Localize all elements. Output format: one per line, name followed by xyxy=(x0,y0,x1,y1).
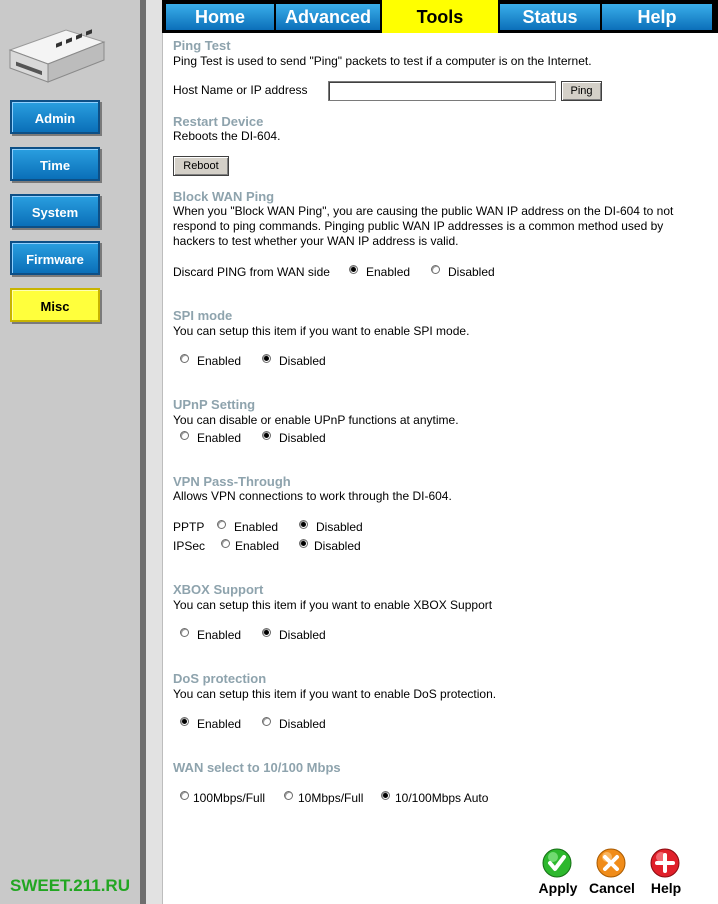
router-device-image xyxy=(6,20,106,90)
sidebar-item-firmware[interactable]: Firmware xyxy=(10,241,100,275)
watermark-text: SWEET.211.RU xyxy=(10,876,130,895)
upnp-enabled-label: Enabled xyxy=(197,431,242,445)
tab-status[interactable]: Status xyxy=(500,4,602,30)
ipsec-enabled-radio[interactable] xyxy=(221,539,230,548)
sidebar-gutter xyxy=(146,0,163,904)
wan-100full-radio[interactable] xyxy=(180,791,189,800)
ipsec-enabled-label: Enabled xyxy=(235,539,280,553)
tab-help[interactable]: Help xyxy=(602,4,714,30)
dos-enabled-label: Enabled xyxy=(197,717,242,731)
apply-label: Apply xyxy=(538,880,578,896)
xbox-enabled-label: Enabled xyxy=(197,628,242,642)
blockwan-label: Discard PING from WAN side xyxy=(173,265,330,279)
restart-description: Reboots the DI-604. xyxy=(173,129,281,143)
sidebar-item-admin[interactable]: Admin xyxy=(10,100,100,134)
pptp-disabled-radio[interactable] xyxy=(299,520,308,529)
pptp-disabled-label: Disabled xyxy=(316,520,363,534)
xbox-description: You can setup this item if you want to enable XBOX Support xyxy=(173,598,493,612)
ping-button[interactable]: Ping xyxy=(561,81,602,101)
apply-check-icon xyxy=(542,848,572,878)
dos-description: You can setup this item if you want to enable DoS protection. xyxy=(173,687,497,701)
pptp-label: PPTP xyxy=(173,520,205,534)
spi-disabled-radio[interactable] xyxy=(262,354,271,363)
tab-advanced[interactable]: Advanced xyxy=(276,4,382,30)
ipsec-label: IPSec xyxy=(173,539,206,553)
host-input[interactable] xyxy=(328,81,556,101)
help-label: Help xyxy=(650,880,682,896)
host-label: Host Name or IP address xyxy=(173,83,308,97)
ping-title: Ping Test xyxy=(173,38,231,53)
upnp-title: UPnP Setting xyxy=(173,397,256,412)
spi-disabled-label: Disabled xyxy=(279,354,326,368)
wan-title: WAN select to 10/100 Mbps xyxy=(173,760,341,775)
xbox-disabled-label: Disabled xyxy=(279,628,326,642)
spi-enabled-radio[interactable] xyxy=(180,354,189,363)
wan-10full-radio[interactable] xyxy=(284,791,293,800)
blockwan-title: Block WAN Ping xyxy=(173,189,275,204)
blockwan-disabled-label: Disabled xyxy=(448,265,495,279)
dos-disabled-label: Disabled xyxy=(279,717,326,731)
xbox-disabled-radio[interactable] xyxy=(262,628,271,637)
sidebar-item-time[interactable]: Time xyxy=(10,147,100,181)
blockwan-disabled-radio[interactable] xyxy=(431,265,440,274)
spi-enabled-label: Enabled xyxy=(197,354,242,368)
pptp-enabled-label: Enabled xyxy=(234,520,279,534)
tab-tools[interactable]: Tools xyxy=(382,0,500,33)
dos-disabled-radio[interactable] xyxy=(262,717,271,726)
blockwan-desc-line3: hackers to test whether your WAN IP address is valid. xyxy=(173,234,459,248)
help-plus-icon xyxy=(650,848,680,878)
blockwan-enabled-label: Enabled xyxy=(366,265,411,279)
sidebar-item-misc[interactable]: Misc xyxy=(10,288,100,322)
vpn-title: VPN Pass-Through xyxy=(173,474,291,489)
top-nav xyxy=(162,0,718,33)
sidebar xyxy=(0,0,140,904)
wan-10full-label: 10Mbps/Full xyxy=(298,791,364,805)
spi-title: SPI mode xyxy=(173,308,233,323)
vpn-description: Allows VPN connections to work through the DI-604. xyxy=(173,489,452,503)
upnp-enabled-radio[interactable] xyxy=(180,431,189,440)
reboot-button[interactable]: Reboot xyxy=(173,156,229,176)
wan-auto-radio[interactable] xyxy=(381,791,390,800)
ping-description: Ping Test is used to send "Ping" packets to test if a computer is on the Internet. xyxy=(173,54,592,68)
cancel-x-icon xyxy=(596,848,626,878)
tab-home[interactable]: Home xyxy=(166,4,276,30)
cancel-label: Cancel xyxy=(589,880,635,896)
blockwan-desc-line1: When you "Block WAN Ping", you are causing the public WAN IP address on the DI-604 to not xyxy=(173,204,674,218)
upnp-description: You can disable or enable UPnP functions at anytime. xyxy=(173,413,459,427)
spi-description: You can setup this item if you want to enable SPI mode. xyxy=(173,324,470,338)
blockwan-desc-line2: respond to ping commands. Pinging public WAN IP addresses is a common method used by xyxy=(173,219,664,233)
restart-title: Restart Device xyxy=(173,114,264,129)
upnp-disabled-label: Disabled xyxy=(279,431,326,445)
pptp-enabled-radio[interactable] xyxy=(217,520,226,529)
dos-title: DoS protection xyxy=(173,671,267,686)
blockwan-enabled-radio[interactable] xyxy=(349,265,358,274)
ipsec-disabled-label: Disabled xyxy=(314,539,361,553)
xbox-title: XBOX Support xyxy=(173,582,264,597)
sidebar-item-system[interactable]: System xyxy=(10,194,100,228)
xbox-enabled-radio[interactable] xyxy=(180,628,189,637)
dos-enabled-radio[interactable] xyxy=(180,717,189,726)
wan-100full-label: 100Mbps/Full xyxy=(193,791,266,805)
wan-auto-label: 10/100Mbps Auto xyxy=(395,791,489,805)
ipsec-disabled-radio[interactable] xyxy=(299,539,308,548)
upnp-disabled-radio[interactable] xyxy=(262,431,271,440)
